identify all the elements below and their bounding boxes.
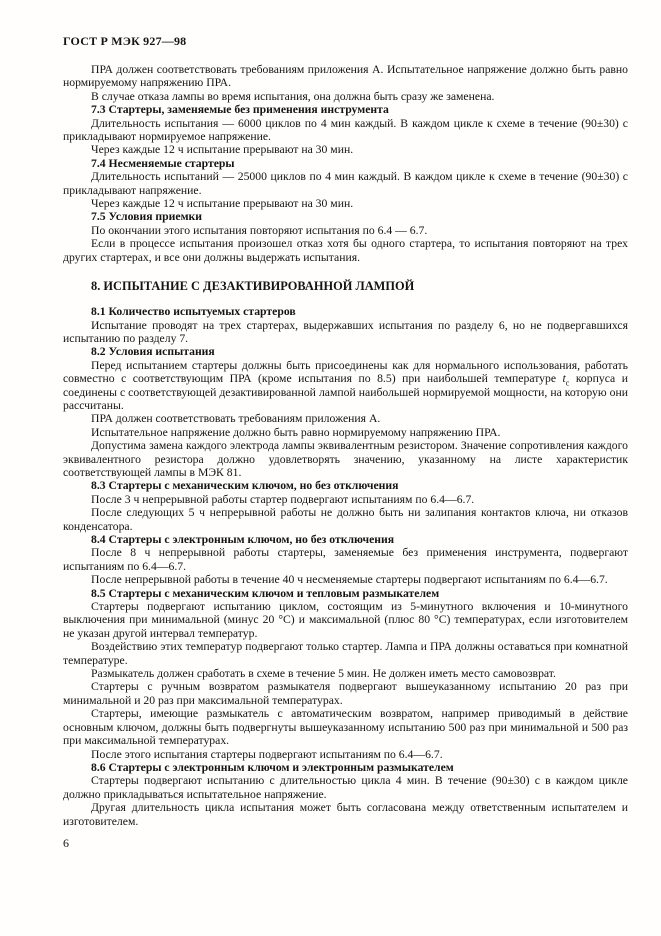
paragraph-text: Перед испытанием стартеры должны быть присоединены как для нормального использования, работать совместно с соответствующим ПРА (кроме испытания по 8.5) при наибольшей температуре — [63, 358, 628, 386]
paragraph: После 3 ч непрерывной работы стартер подвергают испытаниям по 6.4—6.7. — [91, 492, 475, 506]
clause-title: Условия приемки — [108, 210, 203, 224]
paragraph: Размыкатель должен сработать в схеме в течение 5 мин. Не должен иметь место самовозврат. — [91, 667, 556, 681]
clause-title: Стартеры с электронным ключом, но без отключения — [108, 533, 395, 546]
paragraph: Через каждые 12 ч испытание прерывают на 30 мин. — [91, 143, 354, 157]
paragraph: После 8 ч непрерывной работы стартеры, заменяемые без применения инструмента, подвергают испытаниям по 6.4—6.7. — [63, 546, 628, 573]
paragraph: Если в процессе испытания произошел отказ хотя бы одного стартера, то испытания повторяют на трех других стартерах, и все они должны выдержать испытания. — [63, 237, 628, 264]
paragraph: Допустима замена каждого электрода лампы эквивалентным резистором. Значение сопротивления каждого эквивалентного резистора должно удовлетворять значению, указанному на листе характеристик соответствующей лампы в МЭК 81. — [63, 439, 628, 479]
paragraph: Испытательное напряжение должно быть равно нормируемому напряжению ПРА. — [91, 425, 501, 439]
clause-number: 8.5 — [91, 586, 109, 600]
clause-number: 8.6 — [91, 760, 109, 774]
clause-heading — [63, 305, 628, 318]
clause-heading — [63, 345, 628, 358]
paragraph — [63, 359, 628, 413]
clause-number: 8.1 — [91, 305, 109, 319]
document-body — [63, 63, 628, 828]
subscript-text: с — [565, 378, 570, 388]
paragraph: В случае отказа лампы во время испытания, она должна быть сразу же заменена. — [91, 89, 495, 103]
clause-number: 7.3 — [91, 103, 109, 117]
paragraph: По окончании этого испытания повторяют испытания по 6.4 — 6.7. — [91, 223, 428, 237]
paragraph: Стартеры подвергают испытанию с длительностью цикла 4 мин. В течение (90±30) с в каждом цикле должно прикладываться испытательное напряжение. — [63, 774, 628, 801]
paragraph: Стартеры подвергают испытанию циклом, состоящим из 5-минутного включения и 10-минутного выключения при минимальной (минус 20 °С) и максимальной (плюс 80 °С) температурах, если изготовителем не указан другой интервал температур. — [63, 600, 628, 640]
paragraph: Испытание проводят на трех стартерах, выдержавших испытания по разделу 6, но не подвергавшихся испытанию по разделу 7. — [63, 318, 628, 345]
clause-title: Условия испытания — [108, 345, 215, 359]
clause-title: Стартеры, заменяемые без применения инструмента — [108, 103, 389, 117]
clause-title: Стартеры с механическим ключом и тепловым размыкателем — [108, 586, 440, 600]
paragraph: ПРА должен соответствовать требованиям приложения А. Испытательное напряжение должно быть равно нормируемому напряжению ПРА. — [63, 63, 628, 90]
clause-heading — [63, 479, 628, 492]
paragraph-text: корпуса и соединены с соответствующей дезактивированной лампой наибольшей нормируемой мощности, на которую они рассчитаны. — [63, 372, 628, 412]
paragraph: После следующих 5 ч непрерывной работы не должно быть ни залипания контактов ключа, ни отказов конденсатора. — [63, 506, 628, 533]
clause-number: 8.2 — [91, 345, 109, 359]
paragraph: Длительность испытаний — 25000 циклов по 4 мин каждый. В каждом цикле к схеме в течение (90±30) с прикладывают напряжение. — [63, 170, 628, 197]
clause-heading — [63, 103, 628, 116]
paragraph: После этого испытания стартеры подвергают испытаниям по 6.4—6.7. — [91, 747, 443, 761]
clause-heading — [63, 761, 628, 774]
page-number: 6 — [63, 836, 69, 850]
clause-title: Несменяемые стартеры — [108, 156, 235, 170]
document-header-title: ГОСТ Р МЭК 927—98 — [63, 34, 187, 48]
clause-title: Количество испытуемых стартеров — [108, 305, 296, 319]
paragraph: Длительность испытания — 6000 циклов по 4 мин каждый. В каждом цикле к схеме в течение (90±30) с прикладывают нормируемое напряжение. — [63, 116, 628, 144]
paragraph: Стартеры с ручным возвратом размыкателя подвергают вышеуказанному испытанию 20 раз при минимальной и 20 раз при максимальной температурах. — [63, 680, 628, 707]
paragraph: ПРА должен соответствовать требованиям приложения А. — [91, 412, 381, 426]
clause-number: 8.3 — [91, 479, 109, 493]
paragraph: Стартеры, имеющие размыкатель с автоматическим возвратом, например приводимый в действие основным ключом, должны быть подвергнуты вышеуказанному испытанию 500 раз при минимальной и 500 раз при максимальной температурах. — [63, 707, 628, 748]
section-heading: 8. ИСПЫТАНИЕ С ДЕЗАКТИВИРОВАННОЙ ЛАМПОЙ — [91, 279, 415, 294]
paragraph: Через каждые 12 ч испытание прерывают на 30 мин. — [91, 197, 354, 211]
clause-heading — [63, 533, 628, 546]
clause-heading — [63, 210, 628, 223]
clause-number: 7.5 — [91, 210, 109, 224]
clause-heading — [63, 157, 628, 170]
paragraph: Другая длительность цикла испытания может быть согласована между ответственным испытателем и изготовителем. — [63, 801, 628, 828]
clause-title: Стартеры с электронным ключом и электронным размыкателем — [108, 760, 454, 774]
paragraph: Воздействию этих температур подвергают только стартер. Лампа и ПРА должны оставаться при комнатной температуре. — [63, 640, 628, 667]
clause-title: Стартеры с механическим ключом, но без отключения — [108, 479, 399, 493]
italic-symbol: t — [562, 372, 566, 386]
clause-heading — [63, 587, 628, 600]
clause-number: 8.4 — [91, 533, 109, 546]
clause-number: 7.4 — [91, 156, 109, 170]
paragraph: После непрерывной работы в течение 40 ч несменяемые стартеры подвергают испытаниям по 6.4—6.7. — [91, 573, 608, 587]
